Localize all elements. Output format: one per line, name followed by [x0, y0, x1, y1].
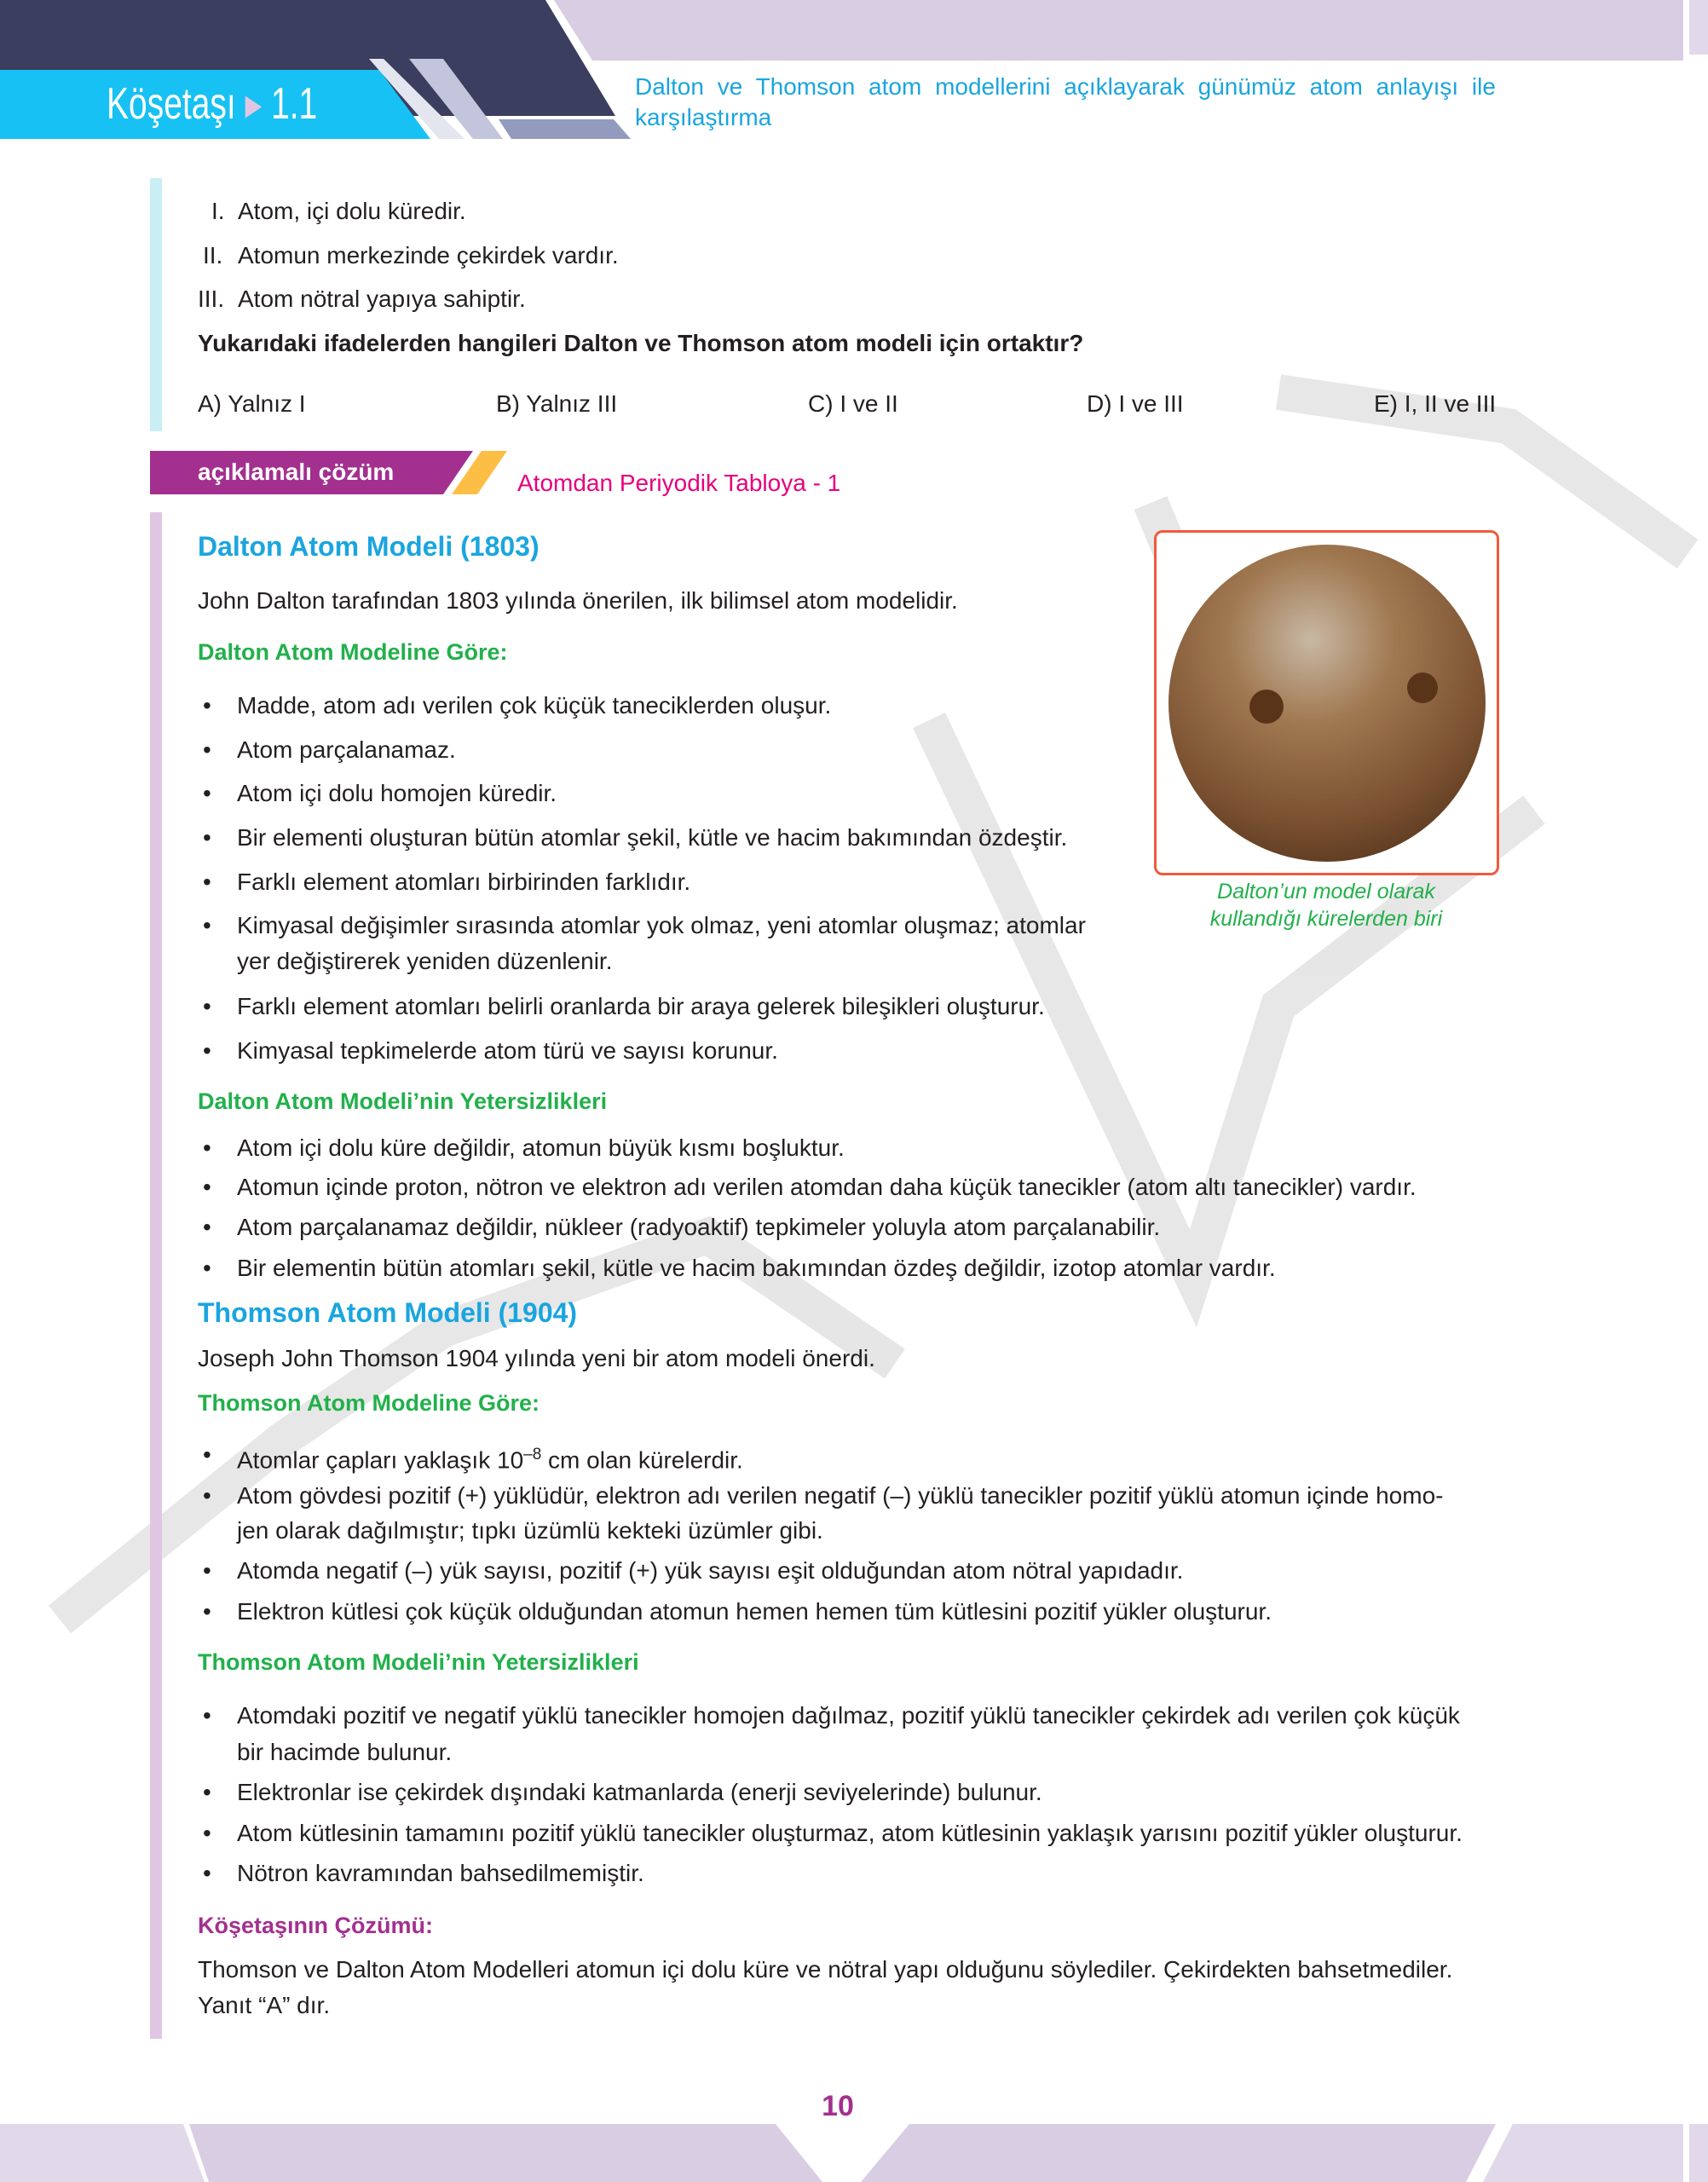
statement-num-1: I. — [211, 198, 225, 224]
list-item: Atom parçalanamaz. — [237, 736, 456, 763]
page-number: 10 — [822, 2090, 854, 2122]
list-item-continuation: bir hacimde bulunur. — [237, 1739, 453, 1765]
option-d: D) I ve III — [1087, 390, 1184, 417]
solution-banner: açıklamalı çözüm — [198, 459, 395, 485]
statement-3: Atom nötral yapıya sahiptir. — [238, 286, 526, 312]
image-caption-1: Dalton’un model olarak — [1217, 880, 1435, 903]
list-item: Atom gövdesi pozitif (+) yüklüdür, elektron adı verilen negatif (–) yüklü tanecikler pozitif yüklü atomun içinde homo- — [237, 1482, 1444, 1509]
list-item: Farklı element atomları birbirinden farklıdır. — [237, 869, 691, 895]
list-item: Kimyasal değişimler sırasında atomlar yok olmaz, yeni atomlar oluşmaz; atomlar — [237, 912, 1086, 938]
answer-line-1: Thomson ve Dalton Atom Modelleri atomun içi dolu küre ve nötral yapı olduğunu söylediler. Çekirdekten bahsetmediler. — [198, 1956, 1453, 1983]
list-item: Elektronlar ise çekirdek dışındaki katmanlarda (enerji seviyelerinde) bulunur. — [237, 1779, 1042, 1805]
thomson-intro: Joseph John Thomson 1904 yılında yeni bir atom modeli önerdi. — [198, 1345, 875, 1371]
list-item: Atom içi dolu homojen küredir. — [237, 780, 557, 806]
objective-line-1: Dalton ve Thomson atom modellerini açıklayarak günümüz atom anlayışı ile — [635, 73, 1496, 100]
list-item: Atomun içinde proton, nötron ve elektron adı verilen atomdan daha küçük tanecikler (atom altı tanecikler) vardır. — [237, 1174, 1417, 1200]
list-item: Elektron kütlesi çok küçük olduğundan atomun hemen hemen tüm kütlesini pozitif yükler oluşturur. — [237, 1598, 1272, 1625]
option-a: A) Yalnız I — [198, 390, 306, 417]
list-item: Bir elementin bütün atomları şekil, kütle ve hacim bakımından özdeş değildir, izotop atomlar vardır. — [237, 1255, 1276, 1281]
statement-num-2: II. — [203, 242, 223, 268]
thomson-title: Thomson Atom Modeli (1904) — [198, 1297, 578, 1328]
dalton-weak-title: Dalton Atom Modeli’nin Yetersizlikleri — [198, 1088, 608, 1114]
dalton-intro: John Dalton tarafından 1803 yılında önerilen, ilk bilimsel atom modelidir. — [198, 587, 958, 614]
list-item: Nötron kavramından bahsedilmemiştir. — [237, 1860, 644, 1886]
chapter-label — [107, 78, 317, 130]
list-item: Atomdaki pozitif ve negatif yüklü tanecikler homojen dağılmaz, pozitif yüklü tanecikler çekirdek adı verilen çok küçük — [237, 1702, 1460, 1729]
list-item: Bir elementi oluşturan bütün atomlar şekil, kütle ve hacim bakımından özdeştir. — [237, 824, 1068, 851]
image-caption-2: kullandığı kürelerden biri — [1209, 907, 1443, 931]
sphere-picture — [1168, 545, 1486, 862]
statement-num-3: III. — [198, 286, 225, 312]
brand-text: Köşetaşı — [107, 79, 236, 129]
option-e: E) I, II ve III — [1374, 390, 1497, 417]
list-item: Atom içi dolu küre değildir, atomun büyük kısmı boşluktur. — [237, 1134, 845, 1161]
dalton-subtitle: Dalton Atom Modeline Göre: — [198, 639, 508, 665]
list-item: Atom kütlesinin tamamını pozitif yüklü tanecikler oluşturmaz, atom kütlesinin yaklaşık yarısını pozitif yükler oluşturur. — [237, 1820, 1463, 1846]
answer-title: Köşetaşının Çözümü: — [198, 1913, 434, 1938]
question-prompt: Yukarıdaki ifadelerden hangileri Dalton ve Thomson atom modeli için ortaktır? — [198, 330, 1084, 356]
list-item-continuation: jen olarak dağılmıştır; tıpkı üzümlü kekteki üzümler gibi. — [237, 1517, 823, 1544]
list-item: Atomlar çapları yaklaşık $10^{-8}$ cm olan kürelerdir. — [237, 1446, 743, 1474]
statement-1: Atom, içi dolu küredir. — [238, 198, 466, 224]
option-b: B) Yalnız III — [496, 390, 618, 417]
exponent: –8 — [523, 1446, 542, 1463]
option-c: C) I ve II — [808, 390, 898, 417]
answer-line-2: Yanıt “A” dır. — [198, 1992, 331, 2018]
list-item: Atomda negatif (–) yük sayısı, pozitif (+) yük sayısı eşit olduğundan atom nötral yapıdadır. — [237, 1557, 1184, 1584]
list-item: Atom parçalanamaz değildir, nükleer (radyoaktif) tepkimeler yoluyla atom parçalanabilir. — [237, 1214, 1161, 1240]
objective-line-2: karşılaştırma — [635, 104, 772, 130]
arrow-icon: ▸ — [245, 79, 263, 129]
thomson-subtitle: Thomson Atom Modeline Göre: — [198, 1390, 540, 1416]
chapter-number: 1.1 — [271, 79, 318, 129]
list-item: Madde, atom adı verilen çok küçük taneciklerden oluşur. — [237, 692, 832, 719]
statement-2: Atomun merkezinde çekirdek vardır. — [238, 242, 619, 268]
list-item: Farklı element atomları belirli oranlarda bir araya gelerek bileşikleri oluşturur. — [237, 993, 1045, 1019]
dalton-title: Dalton Atom Modeli (1803) — [198, 531, 540, 562]
list-item: Kimyasal tepkimelerde atom türü ve sayısı korunur. — [237, 1037, 778, 1064]
dalton-sphere-image — [1154, 530, 1499, 875]
solution-subtitle: Atomdan Periyodik Tabloya - 1 — [517, 470, 841, 496]
thomson-weak-title: Thomson Atom Modeli’nin Yetersizlikleri — [198, 1649, 639, 1675]
list-item-continuation: yer değiştirerek yeniden düzenlenir. — [237, 948, 613, 974]
